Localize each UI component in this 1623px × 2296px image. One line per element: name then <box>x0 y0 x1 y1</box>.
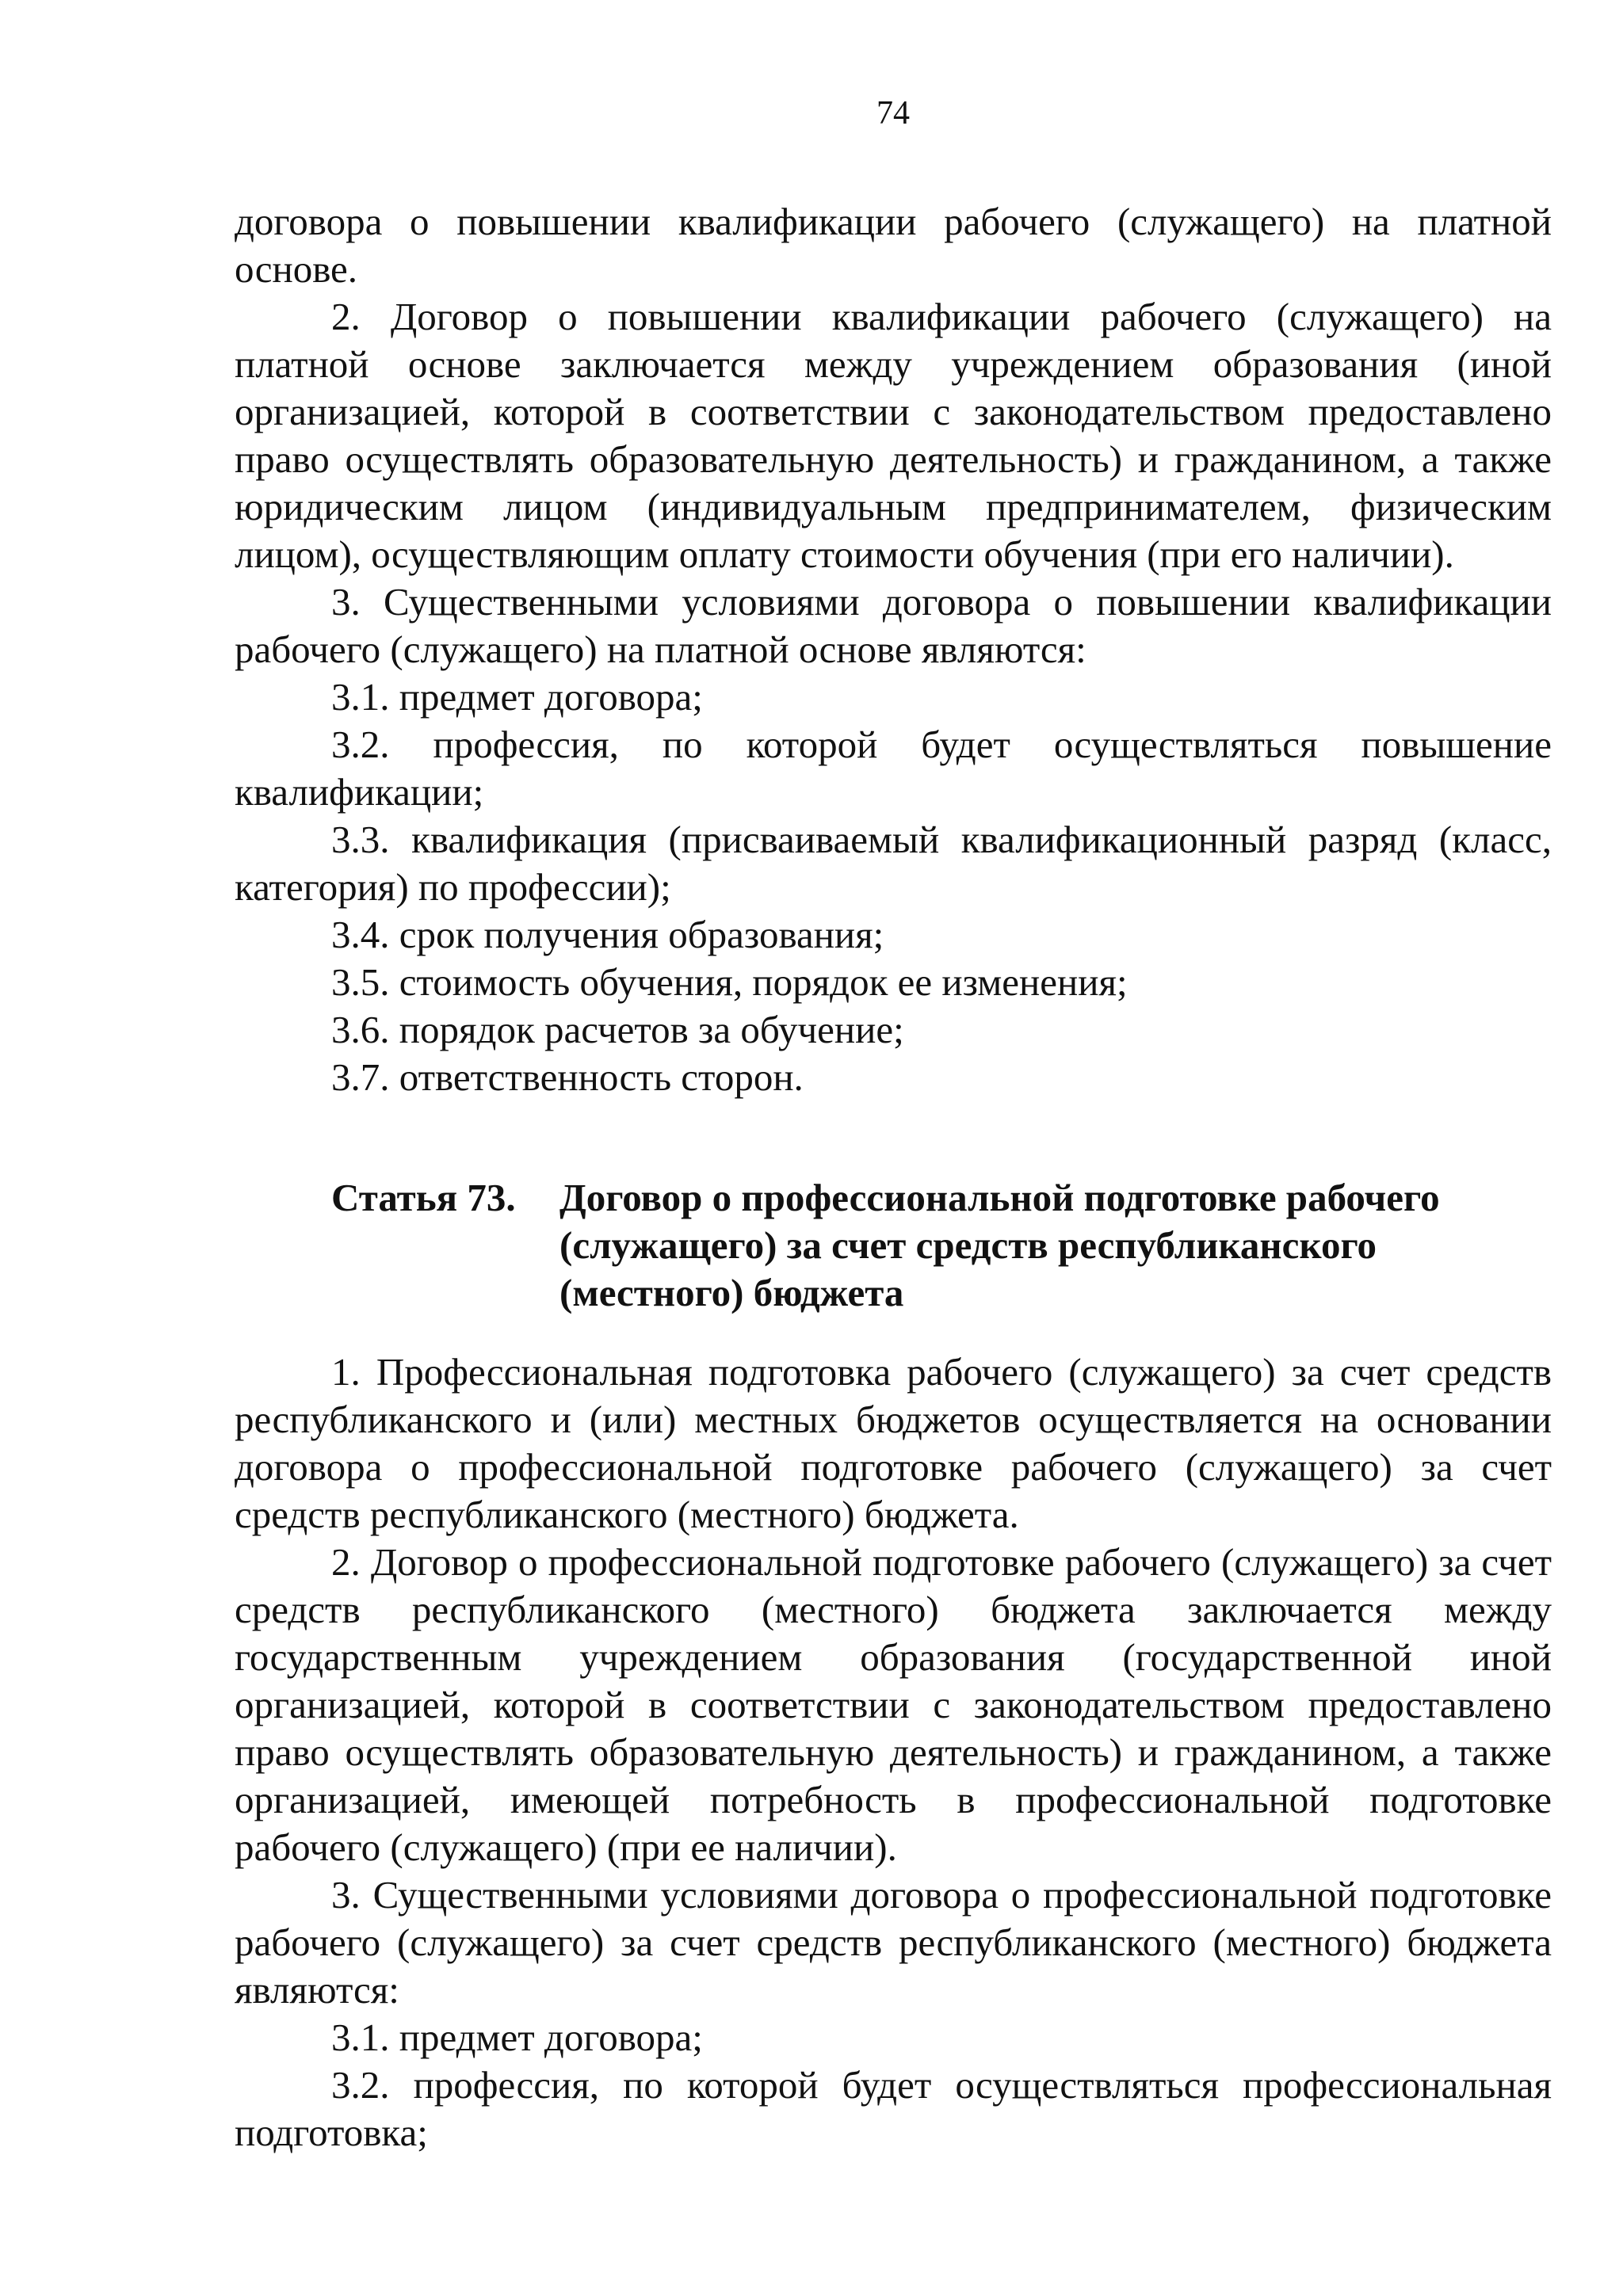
article-title: Договор о профессиональной подготовке рабочего (служащего) за счет средств республиканского (местного) бюджета <box>559 1176 1440 1314</box>
list-item: 3.2. профессия, по которой будет осуществляться профессиональная подготовка; <box>235 2063 1552 2154</box>
list-item: 3.2. профессия, по которой будет осуществляться повышение квалификации; <box>235 723 1552 814</box>
list-item: 3.4. срок получения образования; <box>331 913 884 956</box>
list-item: 3.3. квалификация (присваиваемый квалификационный разряд (класс, категория) по профессии); <box>235 818 1552 909</box>
text-block-article-73 <box>235 1348 1552 2157</box>
paragraph: договора о повышении квалификации рабочего (служащего) на платной основе. <box>235 200 1552 291</box>
list-item: 3.1. предмет договора; <box>331 2016 703 2059</box>
paragraph: 2. Договор о повышении квалификации рабочего (служащего) на платной основе заключается между учреждением образования (иной организацией, которой в соответствии с законодательством предоставлено право осуществлять образовательную деятельность) и гражданином, а также юридическим лицом (индивидуальным предпринимателем, физическим лицом), осуществляющим оплату стоимости обучения (при его наличии). <box>235 295 1552 576</box>
article-label: Статья 73. <box>331 1176 516 1219</box>
page-number: 74 <box>876 95 910 132</box>
paragraph: 3. Существенными условиями договора о профессиональной подготовке рабочего (служащего) за счет средств республиканского (местного) бюджета являются: <box>235 1873 1552 2012</box>
paragraph: 3. Существенными условиями договора о повышении квалификации рабочего (служащего) на платной основе являются: <box>235 580 1552 671</box>
list-item: 3.6. порядок расчетов за обучение; <box>331 1008 904 1051</box>
list-item: 3.1. предмет договора; <box>331 675 703 719</box>
list-item: 3.5. стоимость обучения, порядок ее изменения; <box>331 960 1128 1004</box>
article-heading <box>331 1174 1552 1317</box>
list-item: 3.7. ответственность сторон. <box>331 1055 804 1099</box>
paragraph: 2. Договор о профессиональной подготовке рабочего (служащего) за счет средств республиканского (местного) бюджета заключается между государственным учреждением образования (государственной иной организацией, которой в соответствии с законодательством предоставлено право осуществлять образовательную деятельность) и гражданином, а также организацией, имеющей потребность в профессиональной подготовке рабочего (служащего) (при ее наличии). <box>235 1540 1552 1869</box>
paragraph: 1. Профессиональная подготовка рабочего (служащего) за счет средств республиканского и (или) местных бюджетов осуществляется на основании договора о профессиональной подготовке рабочего (служащего) за счет средств республиканского (местного) бюджета. <box>235 1350 1552 1536</box>
text-block-top <box>235 198 1552 1101</box>
